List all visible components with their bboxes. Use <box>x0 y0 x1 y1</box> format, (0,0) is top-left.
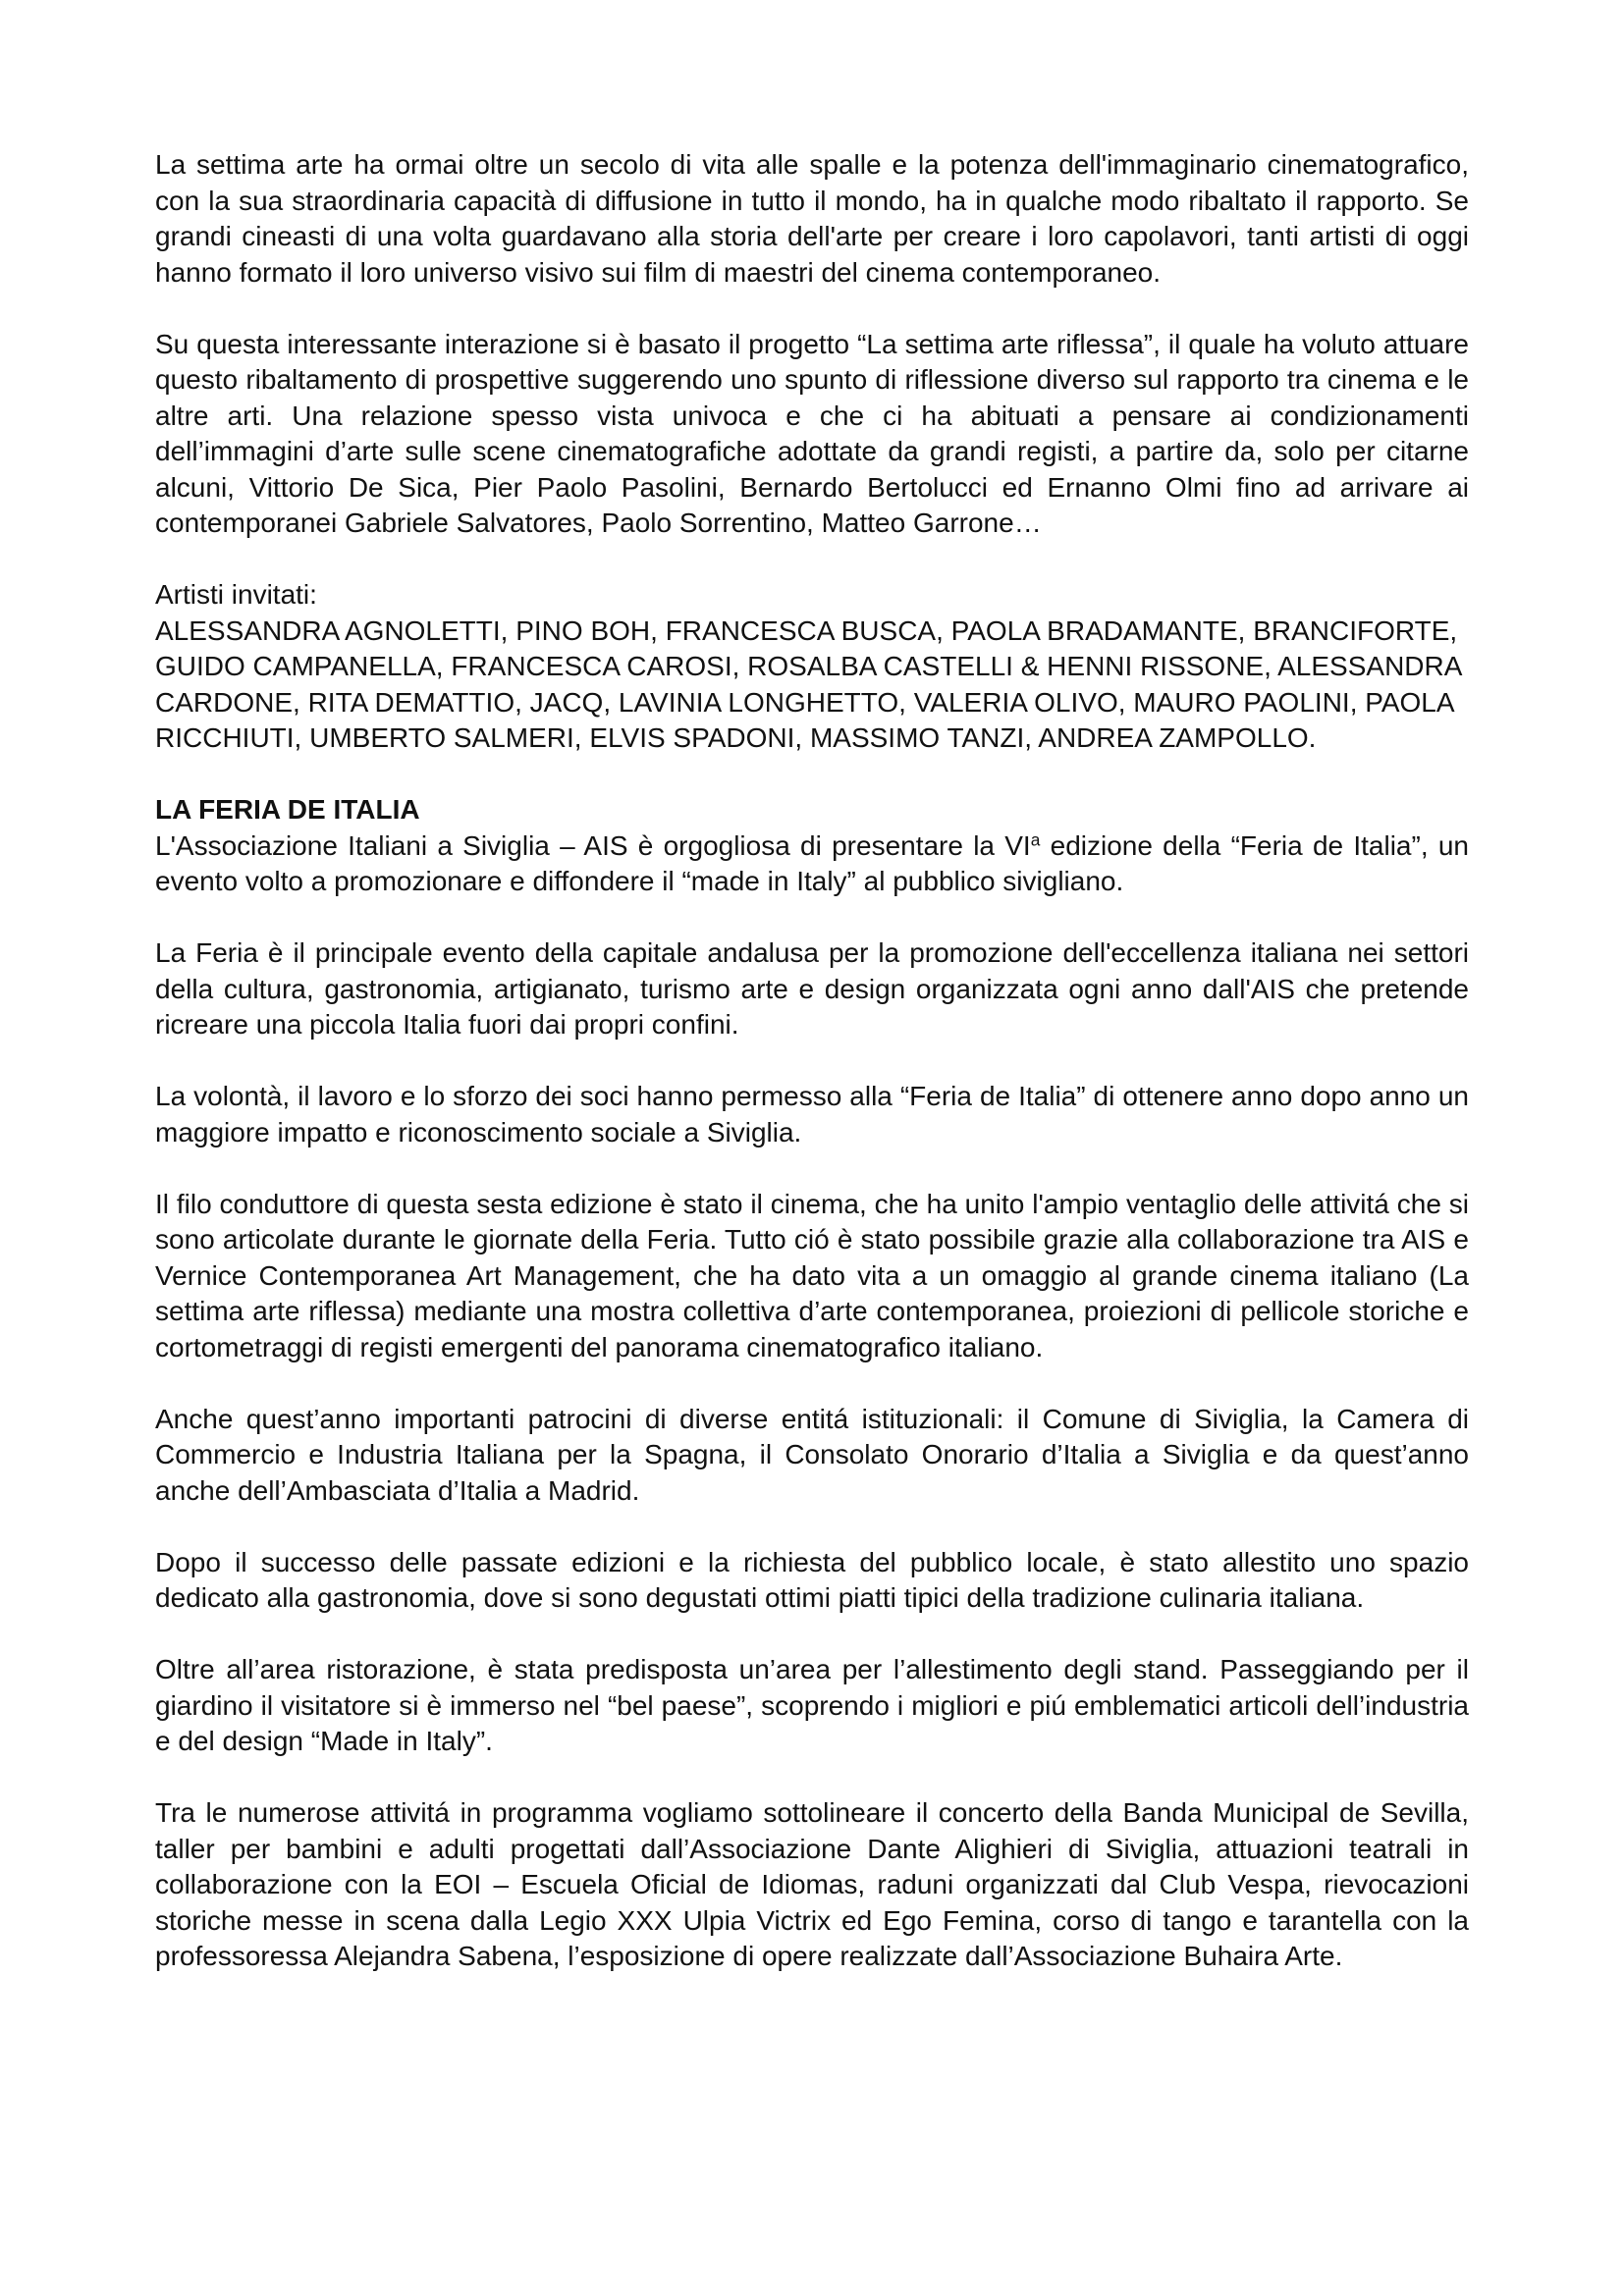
feria-paragraph-2: La Feria è il principale evento della capitale andalusa per la promozione dell'eccellenza italiana nei settori della cultura, gastronomia, artigianato, turismo arte e design organizzata ogni anno dall'AIS che pretende ricreare una piccola Italia fuori dai propri confini. <box>155 937 1469 1040</box>
paragraph-spacer <box>155 1617 1469 1653</box>
feria-paragraph-4: Il filo conduttore di questa sesta edizione è stato il cinema, che ha unito l'ampio ventaglio delle attivitá che si sono articolate durante le giornate della Feria. Tutto ció è stato possibile grazie alla collaborazione tra AIS e Vernice Contemporanea Art Management, che ha dato vita a un omaggio al grande cinema italiano (La settima arte riflessa) mediante una mostra collettiva d’arte contemporanea, proiezioni di pellicole storiche e cortometraggi di registi emergenti del panorama cinematografico italiano. <box>155 1188 1469 1362</box>
section-heading-feria: LA FERIA DE ITALIA <box>155 794 420 825</box>
feria-intro-text-a: L'Associazione Italiani a Siviglia – AIS è orgogliosa di presentare la VI <box>155 829 1031 861</box>
paragraph-spacer <box>155 1150 1469 1187</box>
paragraph-spacer <box>155 542 1469 578</box>
project-paragraph: Su questa interessante interazione si è basato il progetto “La settima arte riflessa”, il quale ha voluto attuare questo ribaltamento di prospettive suggerendo uno spunto di riflessione diverso sul rapporto tra cinema e le altre arti. Una relazione spesso vista univoca e che ci ha abituati a pensare ai condizionamenti dell’immagini d’arte sulle scene cinematografiche adottate da grandi registi, a partire da, solo per citarne alcuni, Vittorio De Sica, Pier Paolo Pasolini, Bernardo Bertolucci ed Ernanno Olmi fino ad arrivare ai contemporanei Gabriele Salvatores, Paolo Sorrentino, Matteo Garrone… <box>155 328 1469 538</box>
feria-paragraph-5: Anche quest’anno importanti patrocini di diverse entitá istituzionali: il Comune di Siviglia, la Camera di Commercio e Industria Italiana per la Spagna, il Consolato Onorario d’Italia a Siviglia e da quest’anno anche dell’Ambasciata d’Italia a Madrid. <box>155 1403 1469 1506</box>
feria-paragraph-8: Tra le numerose attivitá in programma vogliamo sottolineare il concerto della Banda Municipal de Sevilla, taller per bambini e adulti progettati dall’Associazione Dante Alighieri di Siviglia, attuazioni teatrali in collaborazione con la EOI – Escuela Oficial de Idiomas, raduni organizzati dal Club Vespa, rievocazioni storiche messe in scena dalla Legio XXX Ulpia Victrix ed Ego Femina, corso di tango e tarantella con la professoressa Alejandra Sabena, l’esposizione di opere realizzate dall’Associazione Buhaira Arte. <box>155 1797 1469 1971</box>
paragraph-spacer <box>155 900 1469 936</box>
paragraph-spacer <box>155 1760 1469 1796</box>
feria-paragraph-7: Oltre all’area ristorazione, è stata predisposta un’area per l’allestimento degli stand. Passeggiando per il giardino il visitatore si è immerso nel “bel paese”, scoprendo i migliori e piú emblematici articoli dell’industria e del design “Made in Italy”. <box>155 1654 1469 1756</box>
feria-intro-paragraph <box>155 828 1469 900</box>
artists-label: Artisti invitati: <box>155 579 317 610</box>
paragraph-spacer <box>155 1365 1469 1402</box>
paragraph-spacer <box>155 1043 1469 1080</box>
feria-paragraph-6: Dopo il successo delle passate edizioni e la richiesta del pubblico locale, è stato allestito uno spazio dedicato alla gastronomia, dove si sono degustati ottimi piatti tipici della tradizione culinaria italiana. <box>155 1546 1469 1613</box>
intro-paragraph: La settima arte ha ormai oltre un secolo di vita alle spalle e la potenza dell'immaginario cinematografico, con la sua straordinaria capacità di diffusione in tutto il mondo, ha in qualche modo ribaltato il rapporto. Se grandi cineasti di una volta guardavano alla storia dell'arte per creare i loro capolavori, tanti artisti di oggi hanno formato il loro universo visivo sui film di maestri del cinema contemporaneo. <box>155 149 1469 288</box>
artists-list: ALESSANDRA AGNOLETTI, PINO BOH, FRANCESCA BUSCA, PAOLA BRADAMANTE, BRANCIFORTE, GUIDO CAMPANELLA, FRANCESCA CAROSI, ROSALBA CASTELLI & HENNI RISSONE, ALESSANDRA CARDONE, RITA DEMATTIO, JACQ, LAVINIA LONGHETTO, VALERIA OLIVO, MAURO PAOLINI, PAOLA RICCHIUTI, UMBERTO SALMERI, ELVIS SPADONI, MASSIMO TANZI, ANDREA ZAMPOLLO. <box>155 614 1461 753</box>
paragraph-spacer <box>155 757 1469 793</box>
ordinal-superscript: a <box>1030 828 1041 849</box>
paragraph-spacer <box>155 1509 1469 1545</box>
feria-intro-text-b: edizione della “Feria de Italia”, un evento volto a promozionare e diffondere il “made in Italy” al pubblico sivigliano. <box>155 829 1470 896</box>
paragraph-spacer <box>155 291 1469 327</box>
feria-paragraph-3: La volontà, il lavoro e lo sforzo dei soci hanno permesso alla “Feria de Italia” di ottenere anno dopo anno un maggiore impatto e riconoscimento sociale a Siviglia. <box>155 1081 1469 1148</box>
document-page <box>155 147 1469 1975</box>
